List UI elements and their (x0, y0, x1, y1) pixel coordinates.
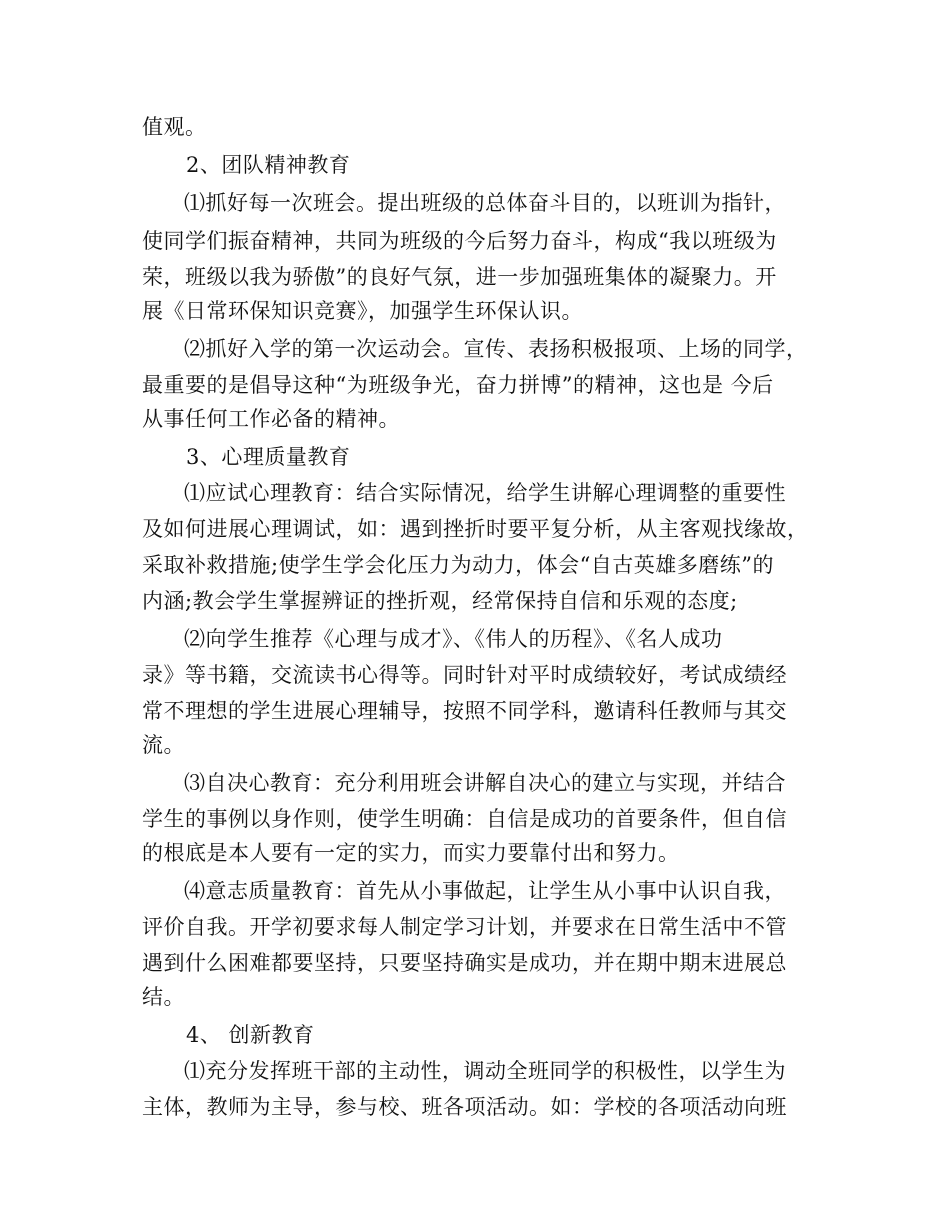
text-line: ⑴抓好每一次班会。提出班级的总体奋斗目的，以班训为指针， (184, 191, 786, 215)
text-line: ⑶自决心教育：充分利用班会讲解自决心的建立与实现，并结合 (184, 771, 786, 795)
text-line: 的根底是本人要有一定的实力，而实力要靠付出和努力。 (142, 841, 680, 865)
text-line: 评价自我。开学初要求每人制定学习计划，并要求在日常生活中不管 (142, 915, 787, 939)
section-heading: 2、团队精神教育 (186, 153, 351, 177)
text-line: 流。 (142, 733, 185, 757)
text-line: 展《日常环保知识竞赛》，加强学生环保认识。 (142, 299, 583, 323)
text-line: 采取补救措施;使学生学会化压力为动力，体会“自古英雄多磨练”的 (142, 553, 775, 577)
text-line: 从事任何工作必备的精神。 (142, 407, 400, 431)
text-line: 结。 (142, 985, 185, 1009)
text-line: ⑵抓好入学的第一次运动会。宣传、表扬积极报项、上场的同学， (184, 337, 808, 361)
text-line: 遇到什么困难都要坚持，只要坚持确实是成功，并在期中期末进展总 (142, 951, 787, 975)
text-line: ⑴应试心理教育：结合实际情况，给学生讲解心理调整的重要性 (184, 481, 786, 505)
text-line: 学生的事例以身作则，使学生明确：自信是成功的首要条件，但自信 (142, 807, 787, 831)
text-line: ⑴充分发挥班干部的主动性，调动全班同学的积极性，以学生为 (184, 1059, 786, 1083)
text-line: 录》等书籍，交流读书心得等。同时针对平时成绩较好，考试成绩经 (142, 663, 787, 687)
text-line: 主体，教师为主导，参与校、班各项活动。如：学校的各项活动向班 (142, 1095, 787, 1119)
text-line: 最重要的是倡导这种“为班级争光，奋力拼博”的精神，这也是 今后 (142, 373, 774, 397)
text-line: ⑵向学生推荐《心理与成才》、《伟人的历程》、《名人成功 (184, 627, 723, 651)
section-heading: 3、心理质量教育 (186, 445, 351, 469)
text-line: 荣，班级以我为骄傲”的良好气氛，进一步加强班集体的凝聚力。开 (142, 265, 777, 289)
text-line: 值观。 (142, 115, 207, 139)
section-heading: 4、 创新教育 (186, 1023, 315, 1047)
text-line: ⑷意志质量教育：首先从小事做起，让学生从小事中认识自我， (184, 879, 786, 903)
text-line: 使同学们振奋精神，共同为班级的今后努力奋斗，构成“我以班级为 (142, 229, 777, 253)
text-line: 及如何进展心理调试，如：遇到挫折时要平复分析，从主客观找缘故， (142, 517, 809, 541)
text-line: 常不理想的学生进展心理辅导，按照不同学科，邀请科任教师与其交 (142, 699, 787, 723)
text-line: 内涵;教会学生掌握辨证的挫折观，经常保持自信和乐观的态度; (142, 589, 738, 613)
